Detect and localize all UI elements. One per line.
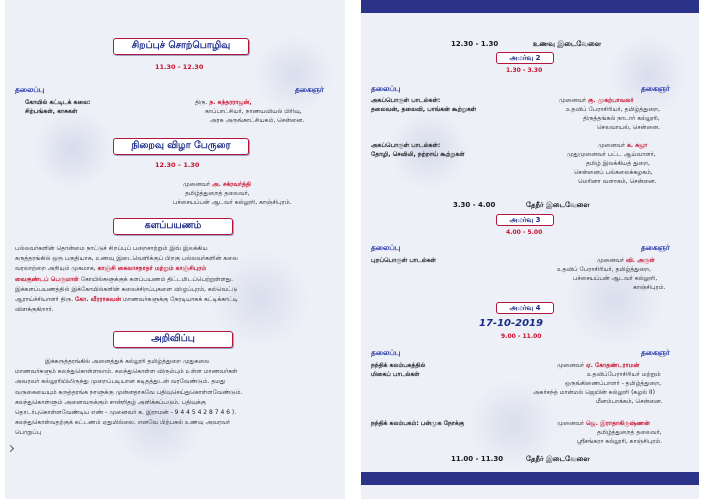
speaker-name: வி. அருள் [625,257,655,264]
speaker-affiliation: ஒருங்கிணைப்பாளர் - தமிழ்த்துறை, [565,380,662,387]
topic-line: அகப்பொருள் பாடல்கள்: [371,142,441,149]
speaker-name: ந. சுந்தரராஜன், [209,99,252,106]
topic-label: தலைப்பு [15,85,45,94]
session-3-time: 4.00 - 5.00 [506,229,543,236]
speaker-prefix: முனைவர் [598,142,626,149]
speaker-affiliation: சென்னைப் பல்கலைக்கழகம், [574,169,653,176]
para-line: அவரவர் கல்லூரியிலிருந்து முறைப்படியான கடிதத்துடன் வரவேண்டும். தமது [15,378,226,386]
para-line: பல்லவர்களின் தொன்மை நாட்டுச் சிறப்புப் பறைசாற்றும் இவ் இலக்கிய [15,245,208,252]
speaker-affiliation: தமிழ் இலக்கியத் துறை, [586,160,650,167]
para-line [15,264,339,274]
para-line: மாணவர்களும் கலந்துகொள்ளலாம். கலந்துகொள்ள விரும்பும் உள்ள மாணவர்கள் [15,368,238,376]
topic-line: தலைவன், தலைவி, பாங்கன் கூற்றுகள் [371,106,477,113]
para-line: பொறுப்பு [15,429,42,437]
para-line: கலந்துகொள்ளும் அனைவருக்கும் சான்றிதழ் அளிக்கப்படும். பதிவுக்கு [15,398,206,406]
topic-label: தலைப்பு [371,243,401,252]
para-line: கருத்தரங்கில் ஒரு பகுதியாக, உணவு இடைவெளிக்குப் பிறகு பல்லவர்களின் கலை [15,255,238,263]
temple-name: காஞ்சி கைலாசநாதர் மற்றும் காஞ்சிபுரம் [97,265,207,273]
speaker-name: கு. முகற்பாவலர் [587,97,634,104]
topic-line: மிகைப் பாடல்கள் [371,371,420,378]
session-4-time: 9.00 - 11.00 [501,333,542,340]
researcher-name: கோ. வீரராகவன் [75,296,122,304]
session-2-time: 1.30 - 3.30 [506,67,543,74]
tea-break-time: 11.00 - 11.30 [451,455,504,463]
para-line: வருகையையும் கருத்தரங்க நாளுக்கு முன்னதாகவே பதிவுசெய்துகொள்ளவேண்டும். [15,388,243,396]
para-line: இக்கருத்தரங்கில் அனைத்துக் கல்லூரி தமிழ்த்துறை முதுகலை [45,358,210,365]
speaker-affiliation: உதவிப்பேராசிரியர் மற்றும் [587,371,661,378]
para-line: விளக்குகிறார். [15,306,54,314]
speaker-affiliation: மீனம்பாக்கம், சென்னை. [596,398,663,405]
speaker-affiliation: பச்சையப்பன் ஆடவர் கல்லூரி, காஞ்சிபுரம். [173,199,292,206]
speaker-label: தகைஞர் [641,348,670,357]
topic-line: சிற்பங்கள், காசுகள் [25,108,78,115]
tea-break-time: 3.30 - 4.00 [453,201,496,209]
speaker-affiliation: ஸ்ரீசங்கரா கல்லூரி, காஞ்சிபுரம். [577,438,663,445]
topic-line: புறப்பொருள் பாடல்கள் [371,257,436,264]
speaker-label: தகைஞர் [641,84,670,93]
session-4-title: அமர்வு 4 [496,302,554,314]
speaker-prefix: முனைவர் [559,97,587,104]
speaker-affiliation: முதுமுனைவர் பட்ட ஆய்வாளர், [567,151,656,158]
speaker-prefix: திரு. [195,99,208,106]
topic-line: அகப்பொருள் பாடல்கள்: [371,97,441,104]
para-line [15,275,339,285]
speaker-affiliation: திருத்தங்கல் நாடார் கல்லூரி, [583,115,660,122]
para-text: ஆராய்ச்சியாளர் திரு. [15,296,74,304]
speaker-affiliation: உதவிப் பேராசிரியர், தமிழ்த்துறை, [557,266,652,273]
para-text: கோயில்களுக்குக் களப்பயணம் திட்டமிடப்பெற்றுள்ளது. [80,275,233,283]
speaker-name: அ. சக்ரவர்த்தி [211,181,251,188]
speaker-prefix: முனைவர் [557,362,585,369]
speaker-affiliation: அகர்சந்த் மான்மல் ஜெயின் கல்லூரி (சுழல் II) [533,389,655,396]
topic-line: நந்திக் கலம்பகத்தில் [371,362,426,369]
session-2-title: அமர்வு 2 [496,52,554,64]
speaker-affiliation: செலவாயல், சென்னை. [597,124,661,131]
topic-line: கோயில் கட்டிடக் கலை: [25,99,91,106]
topic-label: தலைப்பு [371,84,401,93]
para-line: கலந்துகொள்வதற்குக் கட்டணம் ஏதுமில்லை. எனவே பிற்பகல் உணவு அவரவர் [15,419,230,427]
top-band [361,0,699,13]
page-gutter [345,0,361,499]
speaker-affiliation: தமிழ்த்துறைத் தலைவர், [185,190,250,197]
lunch-label: உணவு இடைவேளை [533,40,602,48]
speaker-name: ஜெ. இராதாகிருஷ்ணன் [585,420,650,427]
speaker-affiliation: உதவிப் பேராசிரியர், தமிழ்த்துறை, [566,106,661,113]
speaker-name: ஏ. கோதண்டராமன் [585,362,640,369]
para-line [15,295,339,305]
temple-name: வைகுண்டப் பெருமாள் [15,275,79,283]
day-2-date: 17-10-2019 [479,318,543,329]
valedictory-time: 12.30 – 1.30 [155,161,200,169]
para-line: இக்களப்பயணத்தில் இக்கோயில்களின் கலைச்சிறப்புகளை விழுப்புரம், கல்வெட்டு [15,285,238,293]
section-heading-special-lecture: சிறப்புச் சொற்பொழிவு [113,38,249,55]
announcement-paragraph [15,357,339,439]
speaker-affiliation: மெரினா வளாகம், சென்னை. [578,178,657,185]
speaker-affiliation: காப்பாட்சியர், நாணயவியல் பிரிவு, [205,108,302,115]
speaker-affiliation: காஞ்சிபுரம். [633,284,666,291]
special-lecture-time: 11.30 - 12.30 [155,63,204,71]
speaker-prefix: முனைவர் [183,181,211,188]
right-page [361,0,699,499]
lunch-time: 12.30 - 1.30 [451,40,499,48]
para-line: தொடர்புகொள்ளவேண்டிய எண் - முனைவர் சு. இராமன் - 9 4 4 5 4 2 8 7 4 6 ). [15,409,237,417]
section-heading-field-trip: களப்பயணம் [113,218,233,235]
para-text: வரலாற்றை அறியும் முகமாக, [15,265,96,273]
speaker-label: தகைஞர் [295,85,324,94]
tea-break-label: தேநீர் இடைவேளை [526,201,590,209]
speaker-label: தகைஞர் [641,243,670,252]
section-heading-valedictory: நிறைவு விழா பேருரை [113,138,249,155]
topic-line: தோழி, செவிலி, நற்றாய் கூற்றுகள் [371,151,465,158]
speaker-prefix: முனைவர் [597,257,625,264]
field-trip-paragraph [15,244,339,315]
left-page [5,0,345,499]
bottom-band [361,472,699,485]
speaker-name: க. சுஜா [626,142,648,149]
speaker-affiliation: அரசு அருங்காட்சியகம், சென்னை. [210,117,305,124]
para-text: மாணவர்களுக்கு நேரடியாகக் கட்டிக்காட்டி [123,296,238,304]
section-heading-announcement: அறிவிப்பு [113,331,233,348]
session-3-title: அமர்வு 3 [496,214,554,226]
topic-label: தலைப்பு [371,348,401,357]
tea-break-label: தேநீர் இடைவேளை [526,455,590,463]
speaker-affiliation: தமிழ்த்துறைத் தலைவர், [597,429,662,436]
speaker-affiliation: பச்சையப்பன் ஆடவர் கல்லூரி, [573,275,658,282]
topic-line: நந்திக் கலம்பகம்: பன்முக நோக்கு [371,420,465,427]
speaker-prefix: முனைவர் [557,420,585,427]
chevron-right-icon [7,445,14,452]
